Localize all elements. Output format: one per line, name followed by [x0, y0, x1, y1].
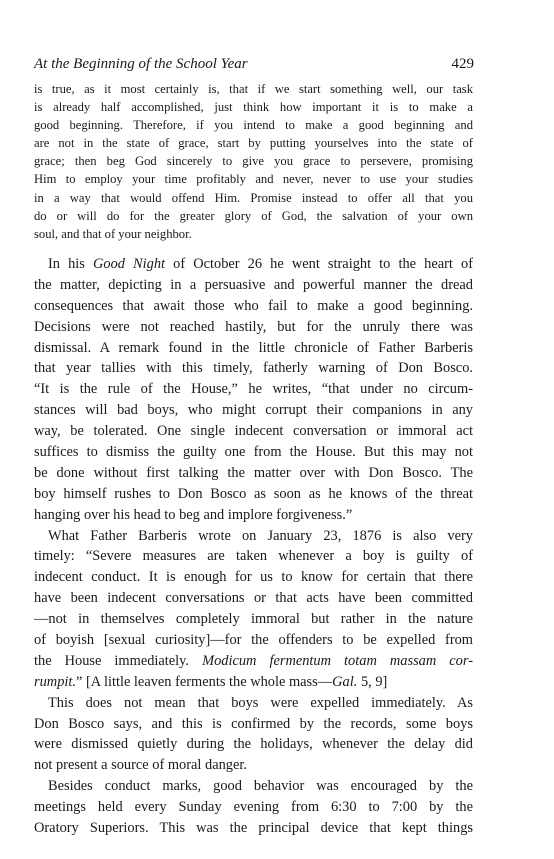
paragraph-line — [34, 651, 473, 672]
paragraph-line: meetings held every Sunday evening from 6:30 to 7:00 by the — [34, 799, 473, 816]
quote-line: is already half accomplished, just think how important it is to make a — [34, 100, 473, 115]
quote-line: Him to employ your time profitably and never, never to use your studies — [34, 172, 473, 187]
italic-run: rumpit. — [34, 673, 76, 690]
paragraph-line: suffices to dismiss the guilty one from the House. But this may not — [34, 444, 473, 461]
paragraph-line: were dismissed quietly during the holidays, whenever the delay did — [34, 736, 473, 753]
paragraph-line: Decisions were not reached hastily, but for the unruly there was — [34, 318, 473, 335]
paragraph-line: indecent conduct. It is enough for us to know for certain that there — [34, 569, 473, 586]
quote-line: are not in the state of grace, start by putting yourselves into the state of — [34, 136, 473, 151]
paragraph-line: Oratory Superiors. This was the principal device that kept things — [34, 820, 473, 837]
paragraph-line: Don Bosco says, and this is confirmed by the records, some boys — [34, 715, 473, 732]
page-number: 429 — [451, 56, 474, 72]
page-header — [34, 56, 474, 78]
quote-line: do or will do for the greater glory of God, the salvation of your own — [34, 208, 473, 223]
paragraph-line: hanging over his head to beg and implore forgiveness.” — [34, 506, 353, 523]
text-run: of October 26 he went straight to the heart of — [165, 256, 473, 272]
paragraph-line: stances will bad boys, who might corrupt their companions in any — [34, 402, 473, 419]
text-run: ” [A little leaven ferments the whole mass— — [75, 673, 333, 690]
paragraph-line: not present a source of moral danger. — [34, 757, 247, 774]
paragraph-line — [34, 672, 473, 693]
paragraph-line: be done without first talking the matter over with Don Bosco. The — [34, 464, 473, 481]
paragraph-line: boy himself rushes to Don Bosco as soon as he knows of the threat — [34, 485, 473, 502]
running-title: At the Beginning of the School Year — [34, 56, 248, 72]
quote-line: is true, as it most certainly is, that if we start something well, our task — [34, 82, 473, 96]
italic-run: Gal. — [332, 673, 358, 690]
quoted-passage — [34, 80, 473, 243]
paragraph-line: dismissal. A remark found in the little chronicle of Father Barberis — [34, 339, 473, 356]
paragraph-line: What Father Barberis wrote on January 23, 1876 is also very — [48, 527, 473, 544]
paragraph-line: timely: “Severe measures are taken whenever a boy is guilty of — [34, 548, 473, 565]
paragraph-line: that year tallies with this timely, fatherly warning of Don Bosco. — [34, 360, 473, 377]
paragraph-line: Besides conduct marks, good behavior was encouraged by the — [48, 778, 473, 795]
quote-line: grace; then beg God sincerely to give you grace to persevere, promising — [34, 154, 473, 169]
paragraph-line: have been indecent conversations or that acts have been committed — [34, 590, 473, 607]
paragraph-line: the matter, depicting in a persuasive and powerful manner the dread — [34, 276, 473, 293]
text-run: the House immediately. — [34, 652, 203, 669]
paragraph-line: —not in themselves completely immoral but rather in the nature — [34, 611, 473, 628]
italic-run: Good Night — [92, 256, 166, 272]
body-text — [34, 254, 473, 839]
italic-run: Modicum fermentum totam massam cor- — [202, 652, 473, 669]
paragraph-line: consequences that await those who fail to make a good beginning. — [34, 297, 473, 314]
quote-line: soul, and that of your neighbor. — [34, 226, 192, 241]
quote-line: in a way that would offend Him. Promise instead to offer all that you — [34, 190, 473, 205]
paragraph-line: of boyish [sexual curiosity]—for the offenders to be expelled from — [34, 632, 473, 649]
paragraph-line — [34, 254, 473, 275]
quote-line: good beginning. Therefore, if you intend to make a good beginning and — [34, 118, 473, 133]
paragraph-line: This does not mean that boys were expelled immediately. As — [48, 694, 473, 711]
paragraph-line: “It is the rule of the House,” he writes, “that under no circum- — [34, 381, 473, 398]
paragraph-line: way, be tolerated. One single indecent conversation or immoral act — [34, 423, 473, 440]
text-run: 5, 9] — [357, 673, 388, 690]
text-run: In his — [48, 256, 93, 272]
